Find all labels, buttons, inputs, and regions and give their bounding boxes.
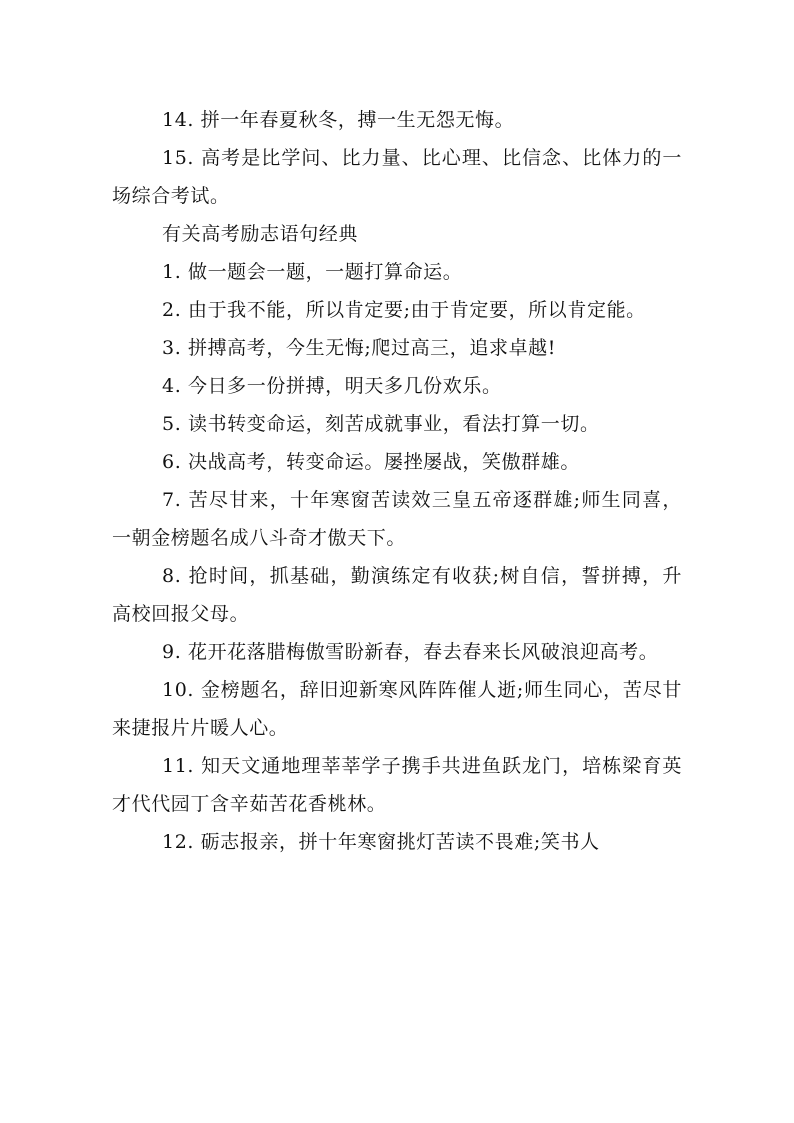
paragraph-item-1: 1. 做一题会一题，一题打算命运。 xyxy=(162,261,463,283)
paragraph-item-8: 8. 抢时间，抓基础，勤演练定有收获;树自信，誓拼搏，升高校回报父母。 xyxy=(112,565,682,625)
paragraph-item-12: 12. 砺志报亲，拼十年寒窗挑灯苦读不畏难;笑书人 xyxy=(162,831,600,853)
paragraph-item-14: 14. 拼一年春夏秋冬，搏一生无怨无悔。 xyxy=(162,109,515,131)
paragraph-item-15: 15. 高考是比学问、比力量、比心理、比信念、比体力的一场综合考试。 xyxy=(112,147,682,207)
paragraph-item-10: 10. 金榜题名，辞旧迎新寒风阵阵催人逝;师生同心，苦尽甘来捷报片片暖人心。 xyxy=(112,679,682,739)
paragraph-item-11: 11. 知天文通地理莘莘学子携手共进鱼跃龙门，培栋梁育英才代代园丁含辛茹苦花香桃林。 xyxy=(112,755,682,815)
paragraph-item-6: 6. 决战高考，转变命运。屡挫屡战，笑傲群雄。 xyxy=(162,451,580,473)
paragraph-item-9: 9. 花开花落腊梅傲雪盼新春，春去春来长风破浪迎高考。 xyxy=(162,641,659,663)
paragraph-item-5: 5. 读书转变命运，刻苦成就事业，看法打算一切。 xyxy=(162,413,600,435)
document-body xyxy=(112,101,682,861)
paragraph-item-7: 7. 苦尽甘来，十年寒窗苦读效三皇五帝逐群雄;师生同喜，一朝金榜题名成八斗奇才傲天下。 xyxy=(112,489,682,549)
paragraph-item-2: 2. 由于我不能，所以肯定要;由于肯定要，所以肯定能。 xyxy=(162,299,646,321)
paragraph-item-3: 3. 拼搏高考，今生无悔;爬过高三，追求卓越! xyxy=(162,337,557,359)
paragraph-item-4: 4. 今日多一份拼搏，明天多几份欢乐。 xyxy=(162,375,502,397)
section-heading: 有关高考励志语句经典 xyxy=(162,223,359,245)
